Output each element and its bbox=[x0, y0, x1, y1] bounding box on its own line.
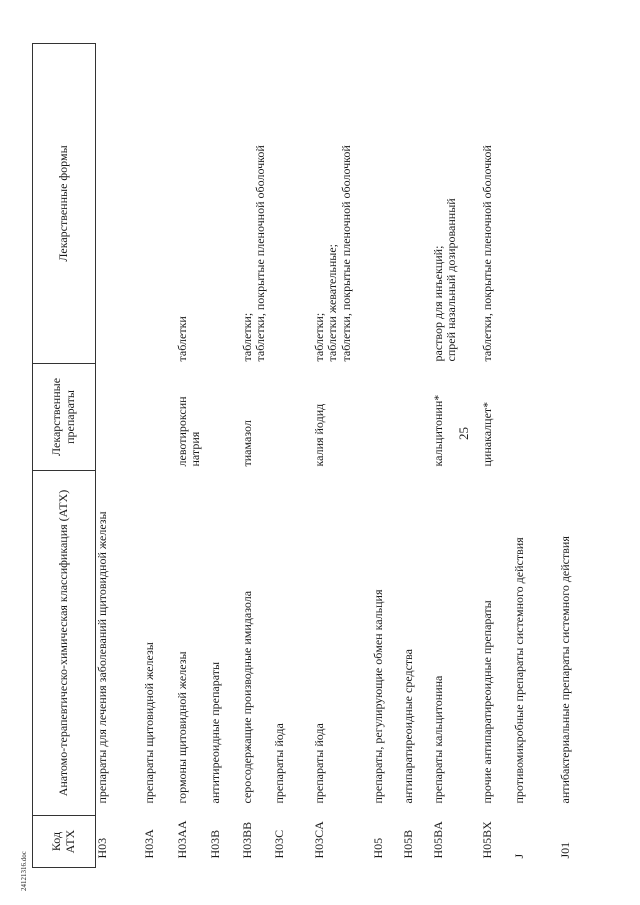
row-preparation: левотироксин натрия bbox=[174, 396, 203, 467]
row-classification: антипаратиреоидные средства bbox=[400, 648, 415, 804]
header-forms: Лекарственные формы bbox=[33, 44, 96, 364]
table-row bbox=[402, 44, 432, 868]
row-forms: таблетки, покрытые пленочной оболочкой bbox=[479, 145, 494, 362]
row-forms: таблетки; таблетки жевательные; таблетки, покрытые пленочной оболочкой bbox=[311, 145, 354, 362]
row-classification: серосодержащие производные имидазола bbox=[239, 590, 254, 804]
row-preparation: кальцитонин* bbox=[430, 394, 445, 467]
row-code: J bbox=[511, 853, 526, 859]
row-forms bbox=[96, 44, 143, 364]
table-row bbox=[96, 44, 143, 868]
row-code: H03C bbox=[271, 829, 286, 859]
row-forms bbox=[143, 44, 176, 364]
table-row bbox=[313, 44, 372, 868]
atc-table bbox=[32, 43, 599, 868]
row-code: H05B bbox=[400, 829, 415, 859]
row-code: H03A bbox=[141, 829, 156, 859]
row-classification: противомикробные препараты системного действия bbox=[511, 537, 526, 804]
row-preparation bbox=[513, 364, 559, 471]
row-forms: таблетки; таблетки, покрытые пленочной оболочкой bbox=[239, 145, 268, 362]
row-forms bbox=[513, 44, 559, 364]
row-classification: препараты щитовидной железы bbox=[141, 642, 156, 804]
row-forms bbox=[559, 44, 599, 364]
table-row bbox=[559, 44, 599, 868]
row-code: H05BX bbox=[479, 821, 494, 859]
row-classification: препараты йода bbox=[311, 723, 326, 804]
row-forms: раствор для инъекций; спрей назальный дозированный bbox=[430, 198, 459, 362]
rotated-table-container bbox=[32, 44, 612, 868]
row-code: H03 bbox=[95, 837, 109, 859]
row-preparation bbox=[96, 364, 143, 471]
table-row bbox=[176, 44, 209, 868]
row-code: H03CA bbox=[311, 821, 326, 859]
row-classification: антитиреоидные препараты bbox=[207, 661, 222, 804]
row-classification: антибактериальные препараты системного действия bbox=[557, 536, 572, 804]
row-classification: препараты кальцитонина bbox=[430, 675, 445, 804]
table-row bbox=[513, 44, 559, 868]
row-preparation: цинакалцет* bbox=[479, 401, 494, 467]
table-row bbox=[481, 44, 513, 868]
row-classification: прочие антипаратиреоидные препараты bbox=[479, 600, 494, 804]
row-preparation: калия йодид bbox=[311, 403, 326, 467]
row-code: J01 bbox=[557, 841, 572, 859]
row-preparation bbox=[143, 364, 176, 471]
row-code: H03AA bbox=[174, 820, 189, 859]
row-preparation: тиамазол bbox=[239, 420, 254, 467]
row-preparation bbox=[559, 364, 599, 471]
header-code: Код АТХ bbox=[33, 816, 96, 868]
row-classification: препараты йода bbox=[271, 723, 286, 804]
row-forms bbox=[402, 44, 432, 364]
table-header-row bbox=[33, 44, 96, 868]
table-row bbox=[143, 44, 176, 868]
row-classification: препараты для лечения заболеваний щитовидной железы bbox=[95, 511, 109, 804]
header-classification: Анатомо-терапевтическо-химическая классификация (АТХ) bbox=[33, 471, 96, 816]
table-row bbox=[432, 44, 481, 868]
row-forms bbox=[372, 44, 402, 364]
row-code: H05BA bbox=[430, 821, 445, 859]
row-forms bbox=[273, 44, 313, 364]
row-preparation bbox=[402, 364, 432, 471]
row-code: H05 bbox=[370, 837, 385, 859]
row-preparation bbox=[209, 364, 241, 471]
row-preparation bbox=[372, 364, 402, 471]
table-row bbox=[241, 44, 273, 868]
page-number: 25 bbox=[456, 427, 471, 440]
row-classification: препараты, регулирующие обмен кальция bbox=[370, 589, 385, 804]
table-row bbox=[372, 44, 402, 868]
row-forms: таблетки bbox=[174, 316, 189, 362]
row-preparation bbox=[273, 364, 313, 471]
table-row bbox=[273, 44, 313, 868]
row-forms bbox=[209, 44, 241, 364]
table-body bbox=[96, 44, 599, 868]
row-classification: гормоны щитовидной железы bbox=[174, 651, 189, 804]
table-row bbox=[209, 44, 241, 868]
row-code: H03BB bbox=[239, 821, 254, 859]
row-code: H03B bbox=[207, 829, 222, 859]
header-preparations: Лекарственные препараты bbox=[33, 364, 96, 471]
document-id: 24121316.doc bbox=[20, 851, 28, 891]
